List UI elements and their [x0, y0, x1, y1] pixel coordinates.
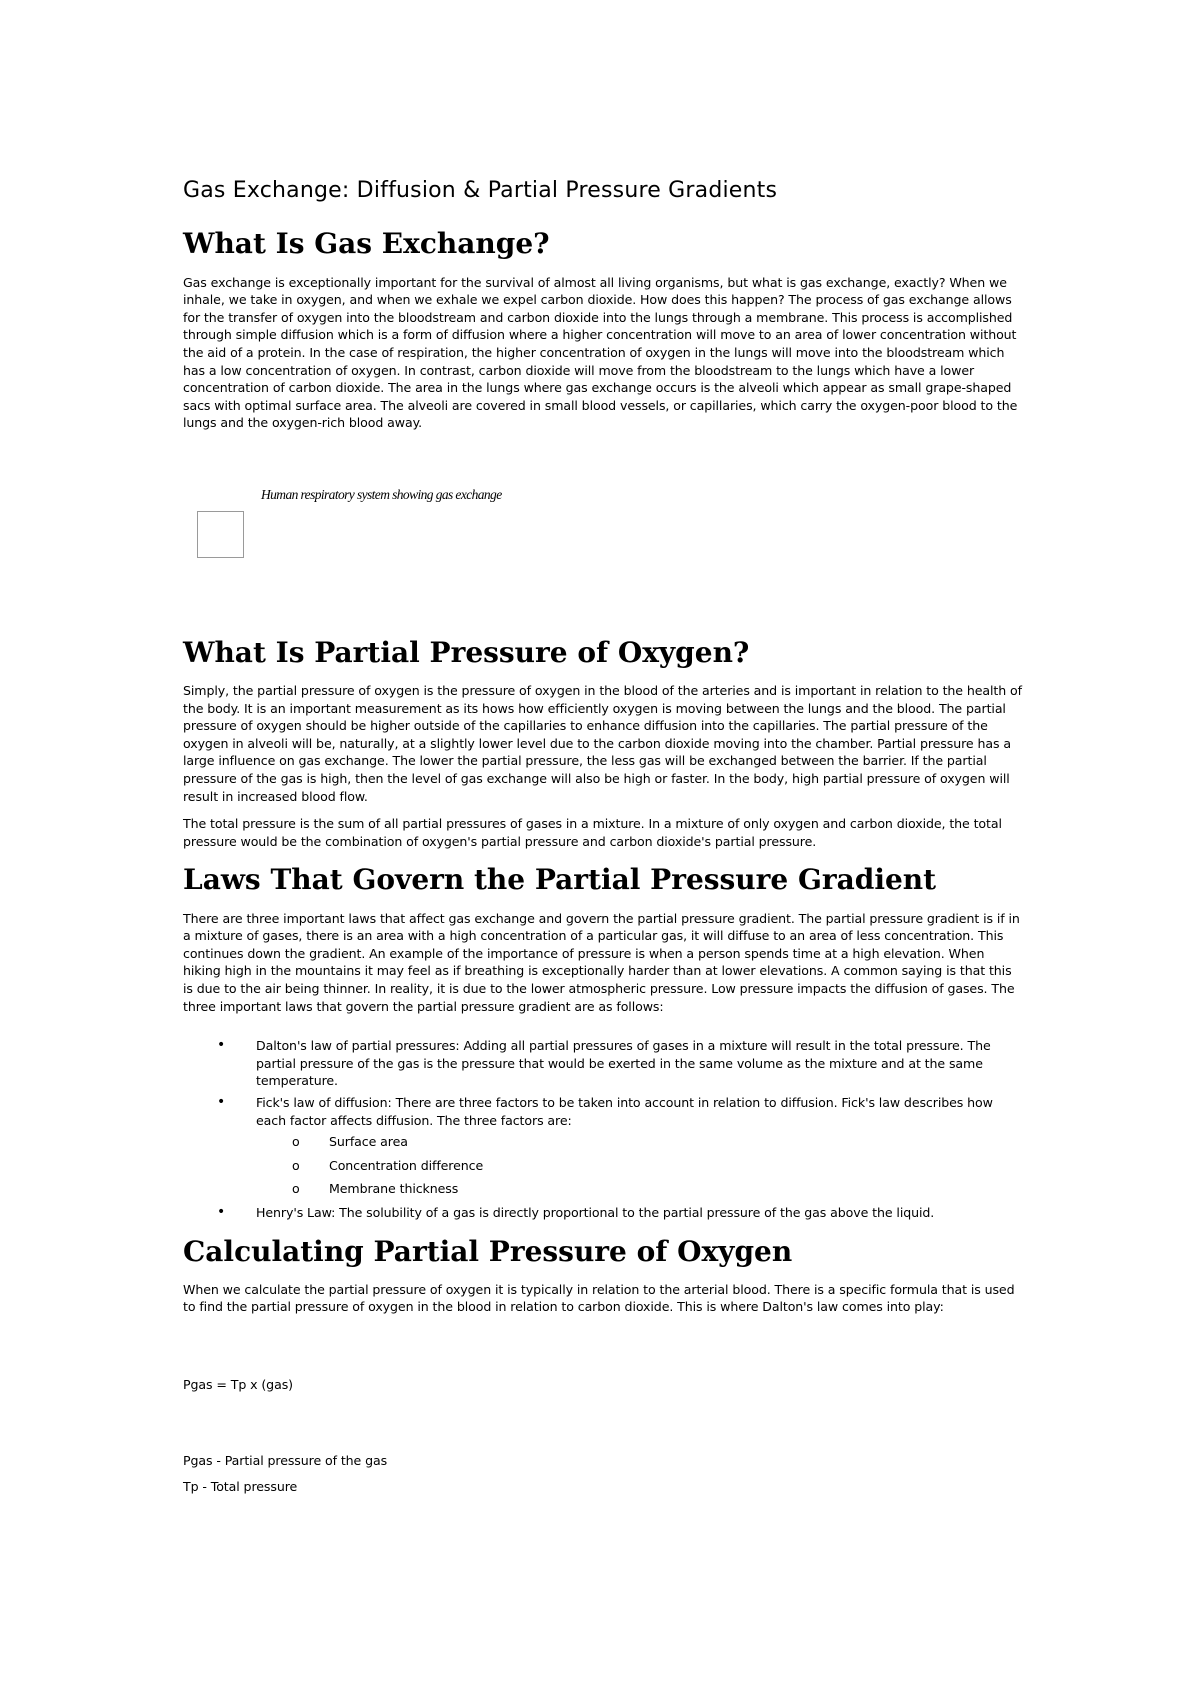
sub-list-item-text: Surface area [329, 1134, 408, 1150]
heading-what-is-gas-exchange: What Is Gas Exchange? [183, 227, 550, 261]
formula: Pgas = Tp x (gas) [183, 1376, 293, 1392]
bullet-icon: • [217, 1093, 226, 1110]
section-partial-pressure [183, 637, 1025, 851]
sub-list-item-text: Membrane thickness [329, 1181, 459, 1197]
respiratory-figure [183, 487, 1025, 607]
section-gas-exchange [183, 228, 1025, 607]
laws-paragraph: There are three important laws that affect gas exchange and govern the partial pressure gradient. The partial pressure gradient is if in a mixture of gases, there is an area with a high concentration of a particular gas, it will diffuse to an area of less concentration. This continues down the gradient. An example of the importance of pressure is when a person spends time at a high elevation. When hiking high in the mountains it may feel as if breathing is exceptionally harder than at lower elevations. A common saying is that this is due to the air being thinner. In reality, it is due to the lower atmospheric pressure. Low pressure impacts the diffusion of gases. The three important laws that govern the partial pressure gradient are as follows: [183, 910, 1020, 1014]
section-calculating [183, 1236, 1025, 1496]
list-item-henry [183, 1204, 1025, 1222]
list-item-dalton [183, 1037, 1025, 1090]
heading-laws: Laws That Govern the Partial Pressure Gradient [183, 863, 937, 897]
heading-partial-pressure-oxygen: What Is Partial Pressure of Oxygen? [183, 635, 750, 669]
definition-pgas: Pgas - Partial pressure of the gas [183, 1452, 388, 1468]
document-title: Gas Exchange: Diffusion & Partial Pressure Gradients [183, 178, 778, 203]
circle-bullet-icon: o [292, 1134, 300, 1150]
list-item-text: Dalton's law of partial pressures: Adding all partial pressures of gases in a mixture will result in the total pressure. The partial pressure of the gas is the pressure that would be exerted in the same volume as the mixture and at the same temperature. [256, 1038, 991, 1089]
document-page [183, 178, 1025, 1505]
partial-pressure-paragraph-2: The total pressure is the sum of all partial pressures of gases in a mixture. In a mixture of only oxygen and carbon dioxide, the total pressure would be the combination of oxygen's partial pressure and carbon dioxide's partial pressure. [183, 816, 1002, 849]
circle-bullet-icon: o [292, 1157, 300, 1173]
partial-pressure-paragraph-1: Simply, the partial pressure of oxygen is the pressure of oxygen in the blood of the arteries and is important in relation to the health of the body. It is an important measurement as its hows how efficiently oxygen is moving between the lungs and the blood. The partial pressure of oxygen should be higher outside of the capillaries to enhance diffusion into the capillaries. The partial pressure of the oxygen in alveoli will be, naturally, at a slightly lower level due to the carbon dioxide moving into the chamber. Partial pressure has a large influence on gas exchange. The lower the partial pressure, the less gas will be exchanged between the barrier. If the partial pressure of the gas is high, then the level of gas exchange will also be high or faster. In the body, high partial pressure of oxygen will result in increased blood flow. [183, 683, 1022, 804]
list-item-fick [183, 1094, 1025, 1198]
sub-list-item-text: Concentration difference [329, 1157, 484, 1173]
definition-tp: Tp - Total pressure [183, 1479, 298, 1495]
bullet-icon: • [217, 1037, 226, 1054]
fick-factors-list [256, 1133, 1025, 1198]
sub-list-item [256, 1180, 1025, 1198]
bullet-icon: • [217, 1203, 226, 1220]
gas-exchange-paragraph: Gas exchange is exceptionally important for the survival of almost all living organisms, but what is gas exchange, exactly? When we inhale, we take in oxygen, and when we exhale we expel carbon dioxide. How does this happen? The process of gas exchange allows for the transfer of oxygen into the bloodstream and carbon dioxide into the lungs through a membrane. This process is accomplished through simple diffusion which is a form of diffusion where a higher concentration will move to an area of lower concentration without the aid of a protein. In the case of respiration, the higher concentration of oxygen in the lungs will move into the bloodstream which has a low concentration of oxygen. In contrast, carbon dioxide will move from the bloodstream to the lungs which have a lower concentration of carbon dioxide. The area in the lungs where gas exchange occurs is the alveoli which appear as small grape-shaped sacs with optimal surface area. The alveoli are covered in small blood vessels, or capillaries, which carry the oxygen-poor blood to the lungs and the oxygen-rich blood away. [183, 274, 1018, 431]
broken-image-icon [197, 511, 244, 558]
calculating-paragraph: When we calculate the partial pressure of oxygen it is typically in relation to the arterial blood. There is a specific formula that is used to find the partial pressure of oxygen in the blood in relation to carbon dioxide. This is where Dalton's law comes into play: [183, 1281, 1015, 1315]
sub-list-item [256, 1133, 1025, 1151]
circle-bullet-icon: o [292, 1181, 300, 1197]
sub-list-item [256, 1157, 1025, 1175]
laws-list [183, 1037, 1025, 1221]
figure-caption: Human respiratory system showing gas exchange [261, 486, 502, 502]
section-laws [183, 864, 1025, 1221]
heading-calculating: Calculating Partial Pressure of Oxygen [183, 1234, 793, 1268]
definitions [183, 1452, 1025, 1496]
list-item-text: Henry's Law: The solubility of a gas is directly proportional to the partial pressure of the gas above the liquid. [256, 1204, 935, 1220]
list-item-text: Fick's law of diffusion: There are three factors to be taken into account in relation to diffusion. Fick's law describes how each factor affects diffusion. The three factors are: [256, 1094, 993, 1128]
